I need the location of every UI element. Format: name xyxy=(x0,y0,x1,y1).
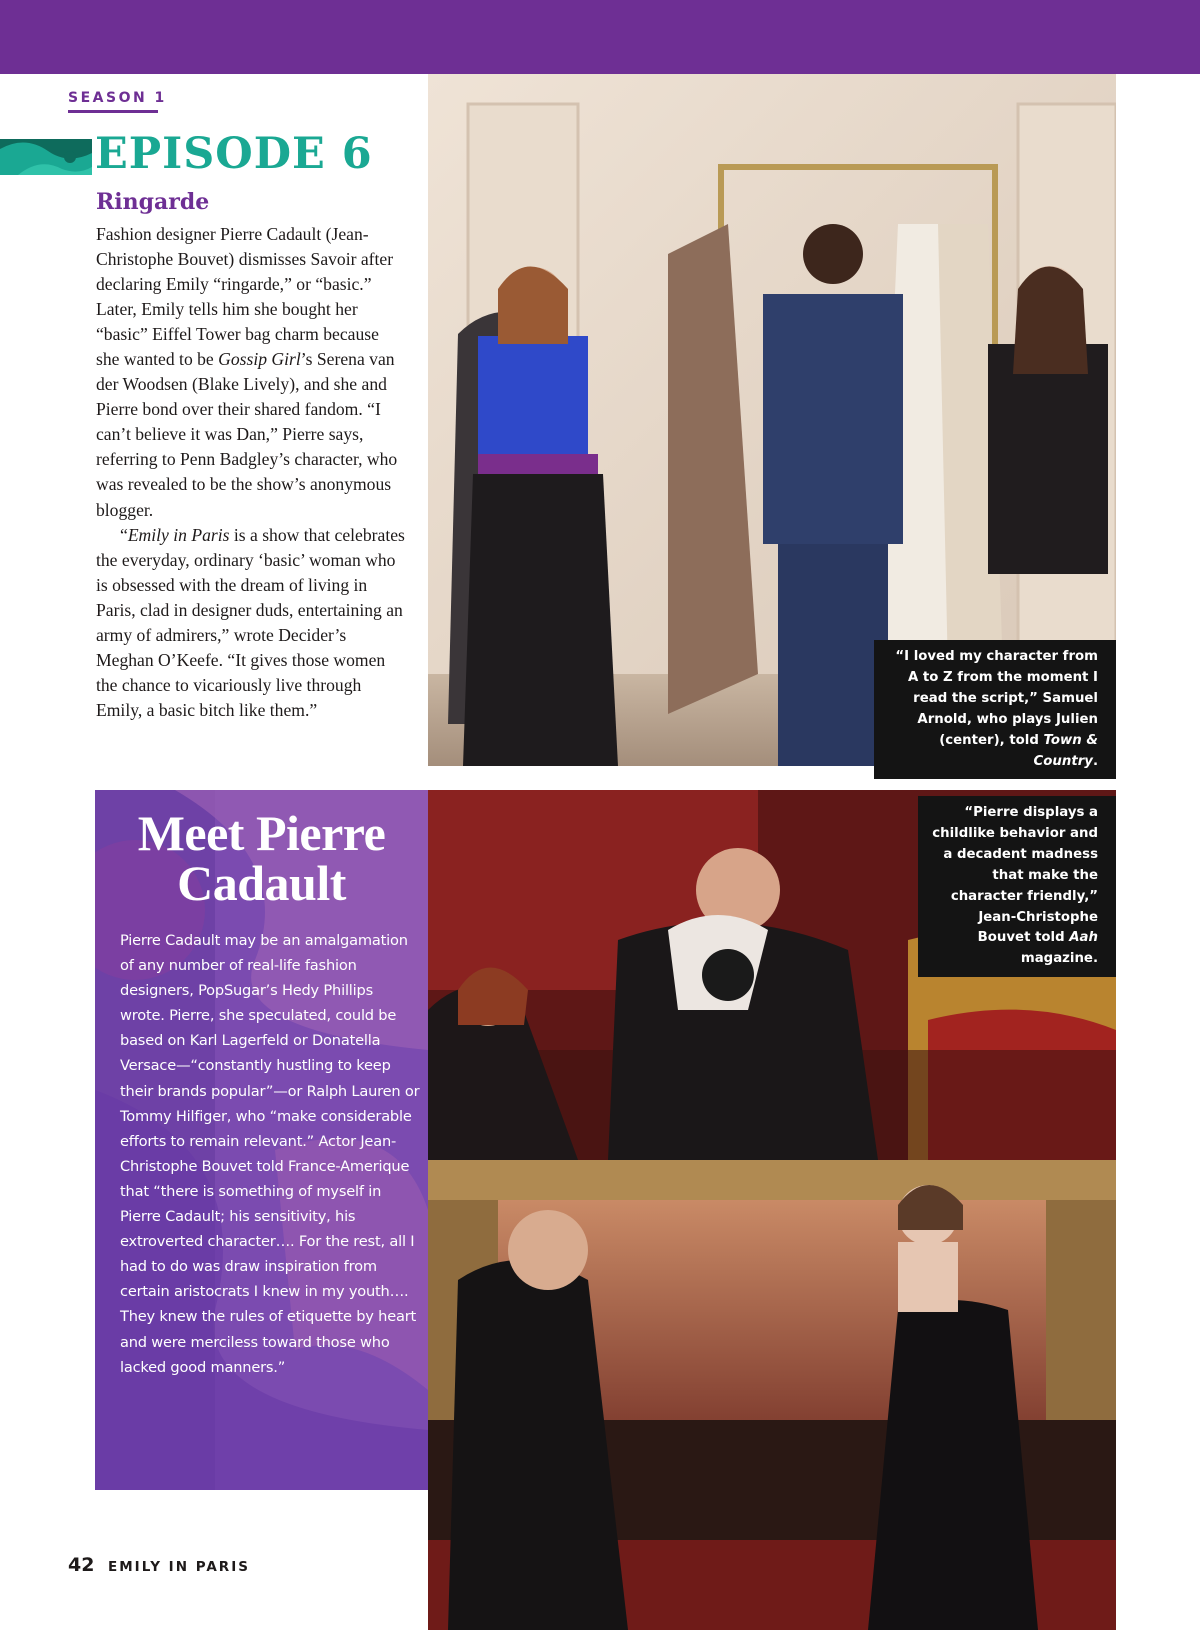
publication-name: Aah xyxy=(1069,930,1098,946)
caption-julien: “I loved my character from A to Z from the moment I read the script,” Samuel Arnold, who plays Julien (center), told Town & Country. xyxy=(874,640,1116,779)
show-title: Emily in Paris xyxy=(127,524,230,545)
article-paragraph: Fashion designer Pierre Cadault (Jean-Christophe Bouvet) dismisses Savoir after declaring Emily “ringarde,” or “basic.” Later, Emily tells him she bought her “basic” Eiffel Tower bag charm because she wanted to be Gossip Girl’s Serena van der Woodsen (Blake Lively), and she and Pierre bond over their shared fandom. “I can’t believe it was Dan,” Pierre says, referring to Penn Badgley’s character, who was revealed to be the show’s anonymous blogger. xyxy=(96,224,398,520)
sidebar-text: Pierre Cadault may be an amalgamation of any number of real-life fashion designers, PopSugar’s Hedy Phillips wrote. Pierre, she speculated, could be based on Karl Lagerfeld or Donatella Versace—“constantly hustling to keep their brands popular”—or Ralph Lauren or Tommy Hilfiger, who “make considerable efforts to remain relevant.” Actor Jean-Christophe Bouvet told France-Amerique that “there is something of myself in Pierre Cadault; his sensitivity, his extroverted character…. For the rest, all I had to do was draw inspiration from certain aristocrats I knew in my youth…. They knew the rules of etiquette by heart and were merciless toward those who lacked good manners.” xyxy=(120,932,420,1376)
show-title: Gossip Girl xyxy=(218,349,301,370)
episode-decoration-icon xyxy=(0,139,92,175)
top-color-bar xyxy=(0,0,1200,74)
page-footer xyxy=(68,1554,250,1576)
photo-opera-stage xyxy=(428,1160,1116,1630)
episode-subtitle: Ringarde xyxy=(96,189,210,215)
article-paragraph: “Emily in Paris is a show that celebrates the everyday, ordinary ‘basic’ woman who is obsessed with the dream of living in Paris, clad in designer duds, entertaining an army of admirers,” wrote Decider’s Meghan O’Keefe. “It gives those women the chance to vicariously live through Emily, a basic bitch like them.” xyxy=(96,524,405,720)
caption-pierre: “Pierre displays a childlike behavior and a decadent madness that make the character friendly,” Jean-Christophe Bouvet told Aah magazine. xyxy=(918,796,1116,977)
season-label: SEASON 1 xyxy=(68,90,167,106)
article-body xyxy=(96,222,406,723)
sidebar-meet-pierre xyxy=(95,790,428,1490)
publication-name: Town & Country xyxy=(1033,732,1098,769)
sidebar-title: Meet Pierre Cadault xyxy=(137,805,386,911)
magazine-title: EMILY IN PARIS xyxy=(108,1559,250,1575)
page-number: 42 xyxy=(68,1554,95,1576)
episode-title: EPISODE 6 xyxy=(95,129,373,179)
season-underline xyxy=(68,110,158,113)
